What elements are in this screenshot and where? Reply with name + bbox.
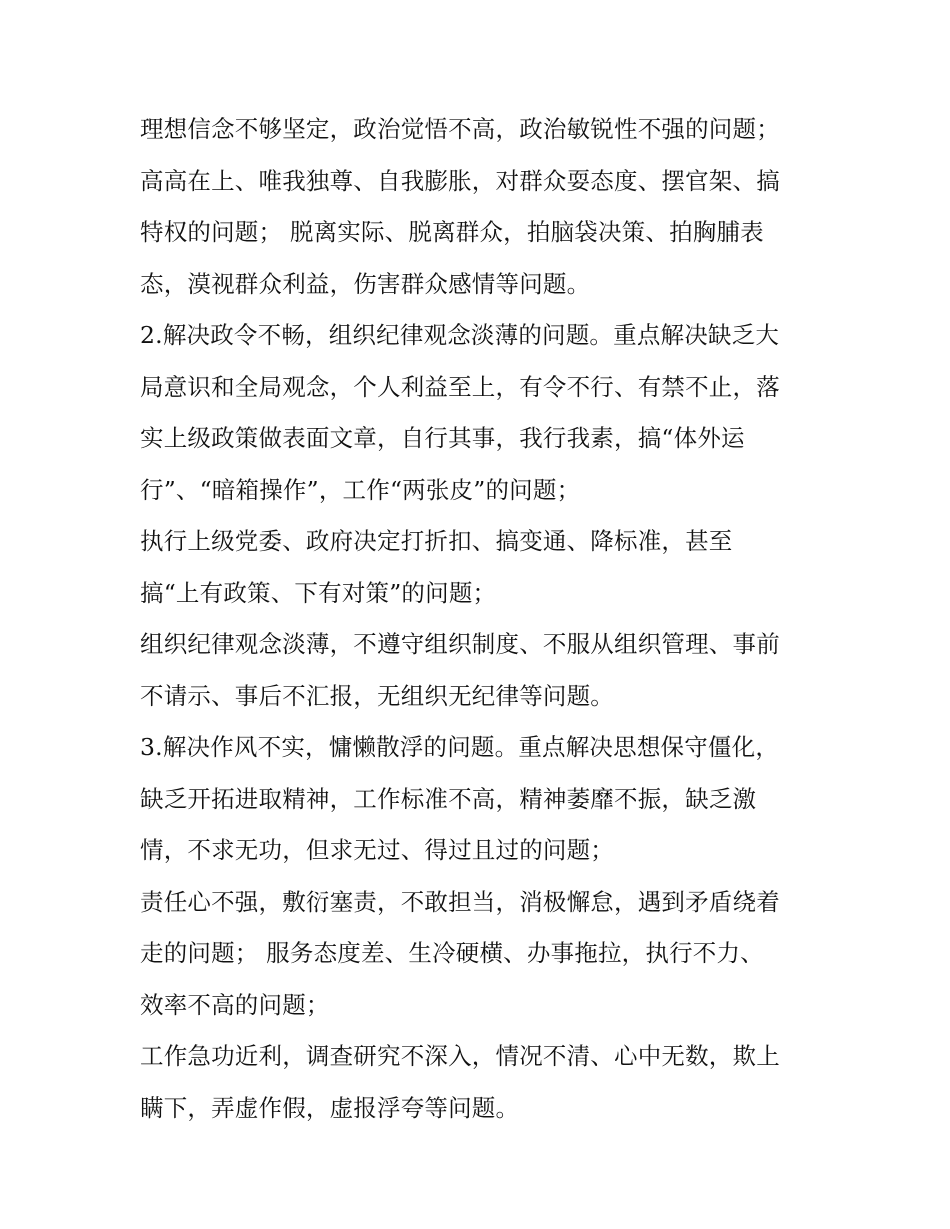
- text-line: 行”、“暗箱操作”，工作“两张皮”的问题；: [140, 475, 581, 504]
- text-line: 效率不高的问题；: [140, 990, 330, 1019]
- text-line: 3.解决作风不实，慵懒散浮的问题。重点解决思想保守僵化，: [140, 733, 780, 761]
- text-line: 2.解决政令不畅，组织纪律观念淡薄的问题。重点解决缺乏大: [140, 321, 780, 349]
- text-line: 组织纪律观念淡薄，不遵守组织制度、不服从组织管理、事前: [140, 630, 780, 658]
- text-line: 理想信念不够坚定，政治觉悟不高，政治敏锐性不强的问题；: [140, 115, 780, 143]
- text-line: 实上级政策做表面文章，自行其事，我行我素，搞“体外运: [140, 424, 745, 452]
- text-line: 不请示、事后不汇报，无组织无纪律等问题。: [140, 681, 614, 710]
- text-line: 情，不求无功，但求无过、得过且过的问题；: [140, 836, 614, 864]
- text-line: 执行上级党委、政府决定打折扣、搞变通、降标准，甚至: [140, 527, 733, 555]
- text-line: 高高在上、唯我独尊、自我膨胀，对群众耍态度、摆官架、搞: [140, 166, 780, 195]
- text-line: 缺乏开拓进取精神，工作标准不高，精神萎靡不振，缺乏激: [140, 784, 757, 813]
- text-line: 搞“上有政策、下有对策”的问题；: [140, 578, 497, 607]
- document-body: [140, 104, 820, 1134]
- text-line: 责任心不强，敷衍塞责，不敢担当，消极懈怠，遇到矛盾绕着: [140, 887, 780, 916]
- text-line: 工作急功近利，调查研究不深入，情况不清、心中无数，欺上: [140, 1042, 780, 1070]
- text-line: 特权的问题； 脱离实际、脱离群众，拍脑袋决策、拍胸脯表: [140, 218, 764, 246]
- text-line: 瞒下，弄虚作假，虚报浮夸等问题。: [140, 1093, 520, 1122]
- text-line: 局意识和全局观念，个人利益至上，有令不行、有禁不止，落: [140, 372, 780, 401]
- text-line: 态，漠视群众利益，伤害群众感情等问题。: [140, 269, 591, 298]
- text-line: 走的问题； 服务态度差、生冷硬横、办事拖拉，执行不力、: [140, 939, 764, 967]
